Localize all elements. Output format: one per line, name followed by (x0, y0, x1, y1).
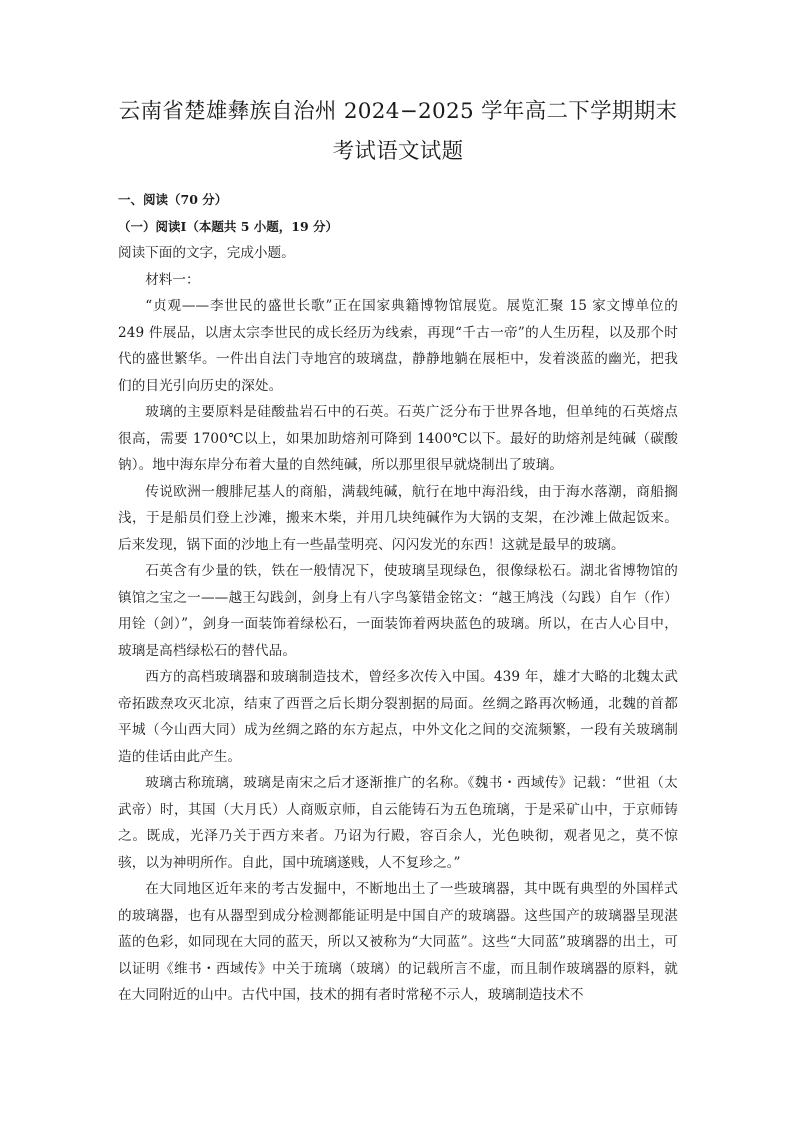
paragraph-1: “贞观——李世民的盛世长歌”正在国家典籍博物馆展览。展览汇聚 15 家文博单位的 249 件展品，以唐太宗李世民的成长经历为线索，再现“千古一帝”的人生历程，以及那个时代的盛世繁华。一件出自法门寺地宫的玻璃盘，静静地躺在展柜中，发着淡蓝的幽光，把我们的目光引向历史的深处。 (118, 298, 678, 394)
paragraph-3: 传说欧洲一艘腓尼基人的商船，满载纯碱，航行在地中海沿线，由于海水落潮，商船搁浅，于是船员们登上沙滩，搬来木柴，并用几块纯碱作为大锅的支架，在沙滩上做起饭来。后来发现，锅下面的沙地上有一些晶莹明亮、闪闪发光的东西！这就是最早的玻璃。 (118, 483, 678, 553)
paragraph-2: 玻璃的主要原料是硅酸盐岩石中的石英。石英广泛分布于世界各地，但单纯的石英熔点很高，需要 1700℃以上，如果加助熔剂可降到 1400℃以下。最好的助熔剂是纯碱（碳酸钠）。地中海东岸分布着大量的自然纯碱，所以那里很早就烧制出了玻璃。 (118, 404, 678, 473)
paragraph-7: 在大同地区近年来的考古发掘中，不断地出土了一些玻璃器，其中既有典型的外国样式的玻璃器，也有从器型到成分检测都能证明是中国自产的玻璃器。这些国产的玻璃器呈现湛蓝的色彩，如同现在大同的蓝天，所以又被称为“大同蓝”。这些“大同蓝”玻璃器的出土，可以证明《维书・西域传》中关于琉璃（玻璃）的记载所言不虚，而且制作玻璃器的原料，就在大同附近的山中。古代中国，技术的拥有者时常秘不示人，玻璃制造技术不 (118, 881, 678, 1003)
section-heading-reading: 一、阅读（70 分） (118, 192, 228, 207)
document-page (118, 92, 678, 1009)
paragraph-6: 玻璃古称琉璃，玻璃是南宋之后才逐渐推广的名称。《魏书・西域传》记载：“世祖（太武帝）时，其国（大月氏）人商贩京师，自云能铸石为五色琉璃，于是采矿山中，于京师铸之。既成，光泽乃关于西方来者。乃诏为行殿，容百余人，光色映彻，观者见之，莫不惊骇，以为神明所作。自此，国中琉璃遂贱，人不复珍之。” (118, 775, 678, 871)
exam-title-line-2: 考试语文试题 (332, 139, 464, 164)
paragraph-4: 石英含有少量的铁，铁在一般情况下，使玻璃呈现绿色，很像绿松石。湖北省博物馆的镇馆之宝之一——越王勾践剑，剑身上有八字鸟篆错金铭文：“越王鸠浅（勾践）自乍（作）用铨（剑）”，剑身一面装饰着绿松石，一面装饰着两块蓝色的玻璃。所以，在古人心目中，玻璃是高档绿松石的替代品。 (118, 563, 678, 659)
subsection-heading-reading-1: （一）阅读Ⅰ（本题共 5 小题，19 分） (118, 219, 338, 234)
instruction-text: 阅读下面的文字，完成小题。 (118, 245, 295, 261)
paragraph-5: 西方的高档玻璃器和玻璃制造技术，曾经多次传入中国。439 年，雄才大略的北魏太武帝拓跋焘攻灭北凉，结束了西晋之后长期分裂割据的局面。丝绸之路再次畅通，北魏的首都平城（今山西大同）成为丝绸之路的东方起点，中外文化之间的交流频繁，一段有关玻璃制造的佳话由此产生。 (118, 669, 678, 765)
material-label: 材料一： (145, 271, 200, 288)
exam-title-line-1: 云南省楚雄彝族自治州 2024−2025 学年高二下学期期末 (118, 99, 678, 124)
